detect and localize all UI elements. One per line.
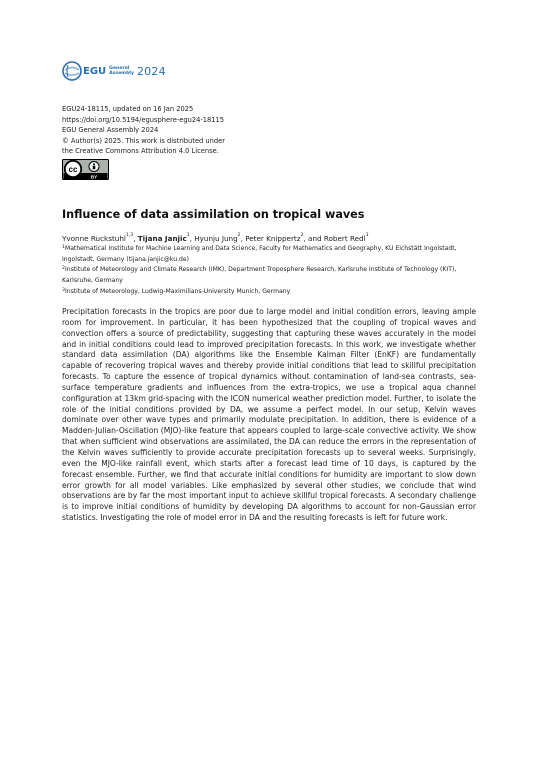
author-name: Robert Redl [323,234,366,243]
meta-id-line: EGU24-18115, updated on 16 Jan 2025 [62,105,194,113]
meta-copyright-line: © Author(s) 2025. This work is distributed under [62,136,225,145]
author-name: Peter Knippertz [245,234,301,243]
affiliation-list [62,244,482,298]
logo-year: 2024 [136,64,166,78]
author-name-presenting: Tijana Janjic [137,234,187,243]
meta-conference-line: EGU General Assembly 2024 [62,126,159,135]
affiliation-item: $^2$Institute of Meteorology and Climate Research (IMK), Department Troposphere Research, Karlsruhe Institute of Technology (KIT), Karlsruhe, Germany [62,266,457,285]
author-affiliation-ref: 2 [300,233,304,238]
author-name: Yvonne Ruckstuhl [62,234,126,243]
paper-title: Influence of data assimilation on tropical waves [62,208,365,221]
logo-subtitle: General Assembly [109,65,134,76]
author-affiliation-ref: 3 [365,233,369,238]
affiliation-item: $^1$Mathematical Institute for Machine Learning and Data Science, Faculty for Mathematics and Geography, KU Eichstätt Ingolstadt, Ingolstadt, Germany (tijana.janjic@ku.de) [62,245,457,263]
egu-globe-icon [62,61,82,81]
egu-logo [62,60,166,82]
affiliation-item: $^3$Institute of Meteorology, Ludwig-Maximilians-University Munich, Germany [62,287,291,295]
logo-org: EGU [83,65,107,77]
publication-meta [62,104,225,157]
cc-by-text: BY [90,174,98,180]
cc-by-license-icon[interactable] [62,159,109,180]
cc-symbol-text: cc [68,165,78,174]
author-affiliation-ref: 1,3 [125,233,134,238]
meta-doi-link[interactable]: https://doi.org/10.5194/egusphere-egu24-18115 [62,115,225,124]
author-list: Yvonne Ruckstuhl$^{1,3}$, Tijana Janjic$^1$, Hyunju Jung$^2$, Peter Knippertz$^2$, and Robert Redl$^3$ [62,233,369,243]
author-affiliation-ref: 2 [237,233,241,238]
abstract-text: Precipitation forecasts in the tropics are poor due to large model and initial condition errors, leaving ample room for improvement. In particular, it has been hypothesized that the coupling of tropical waves and convection offers a source of predictability, suggesting that capturing these waves accurately in the model and in initial conditions could lead to improved precipitation forecasts. In this work, we investigate whether standard data assimilation (DA) algorithms like the Ensemble Kalman Filter (EnKF) are fundamentally capable of recovering tropical waves and thereby provide initial conditions that lead to skillful precipitation forecasts. To capture the essence of tropical dynamics without contamination of land-sea contrasts, sea-surface temperature gradients and influences from the extra-tropics, we use a tropical aqua channel configuration at 13km grid-spacing with the ICON numerical weather prediction model. Further, to isolate the role of the initial conditions provided by DA, we assume a perfect model. In our setup, Kelvin waves dominate over other wave types and primarily modulate precipitation. In addition, there is evidence of a Madden-Julian-Oscillation (MJO)-like feature that appears coupled to large-scale convective activity. We show that when sufficient wind observations are assimilated, the DA can reduce the errors in the representation of the Kelvin waves sufficiently to provide accurate precipitation forecasts up to several weeks. Surprisingly, even the MJO-like rainfall event, which starts after a forecast lead time of 10 days, is captured by the forecast ensemble. Further, we find that accurate initial conditions for humidity are important to slow down error growth for all model variables. Like emphasized by several other studies, we conclude that wind observations are by far the most important input to achieve skillful tropical forecasts. A secondary challenge is to improve initial conditions of humidity by developing DA algorithms to account for non-Gaussian error statistics. Investigating the role of model error in DA and the resulting forecasts is left for future work. [62,307,476,523]
author-affiliation-ref: 1 [186,233,190,238]
meta-license-line: the Creative Commons Attribution 4.0 License. [62,147,219,156]
author-name: Hyunju Jung [194,234,238,243]
